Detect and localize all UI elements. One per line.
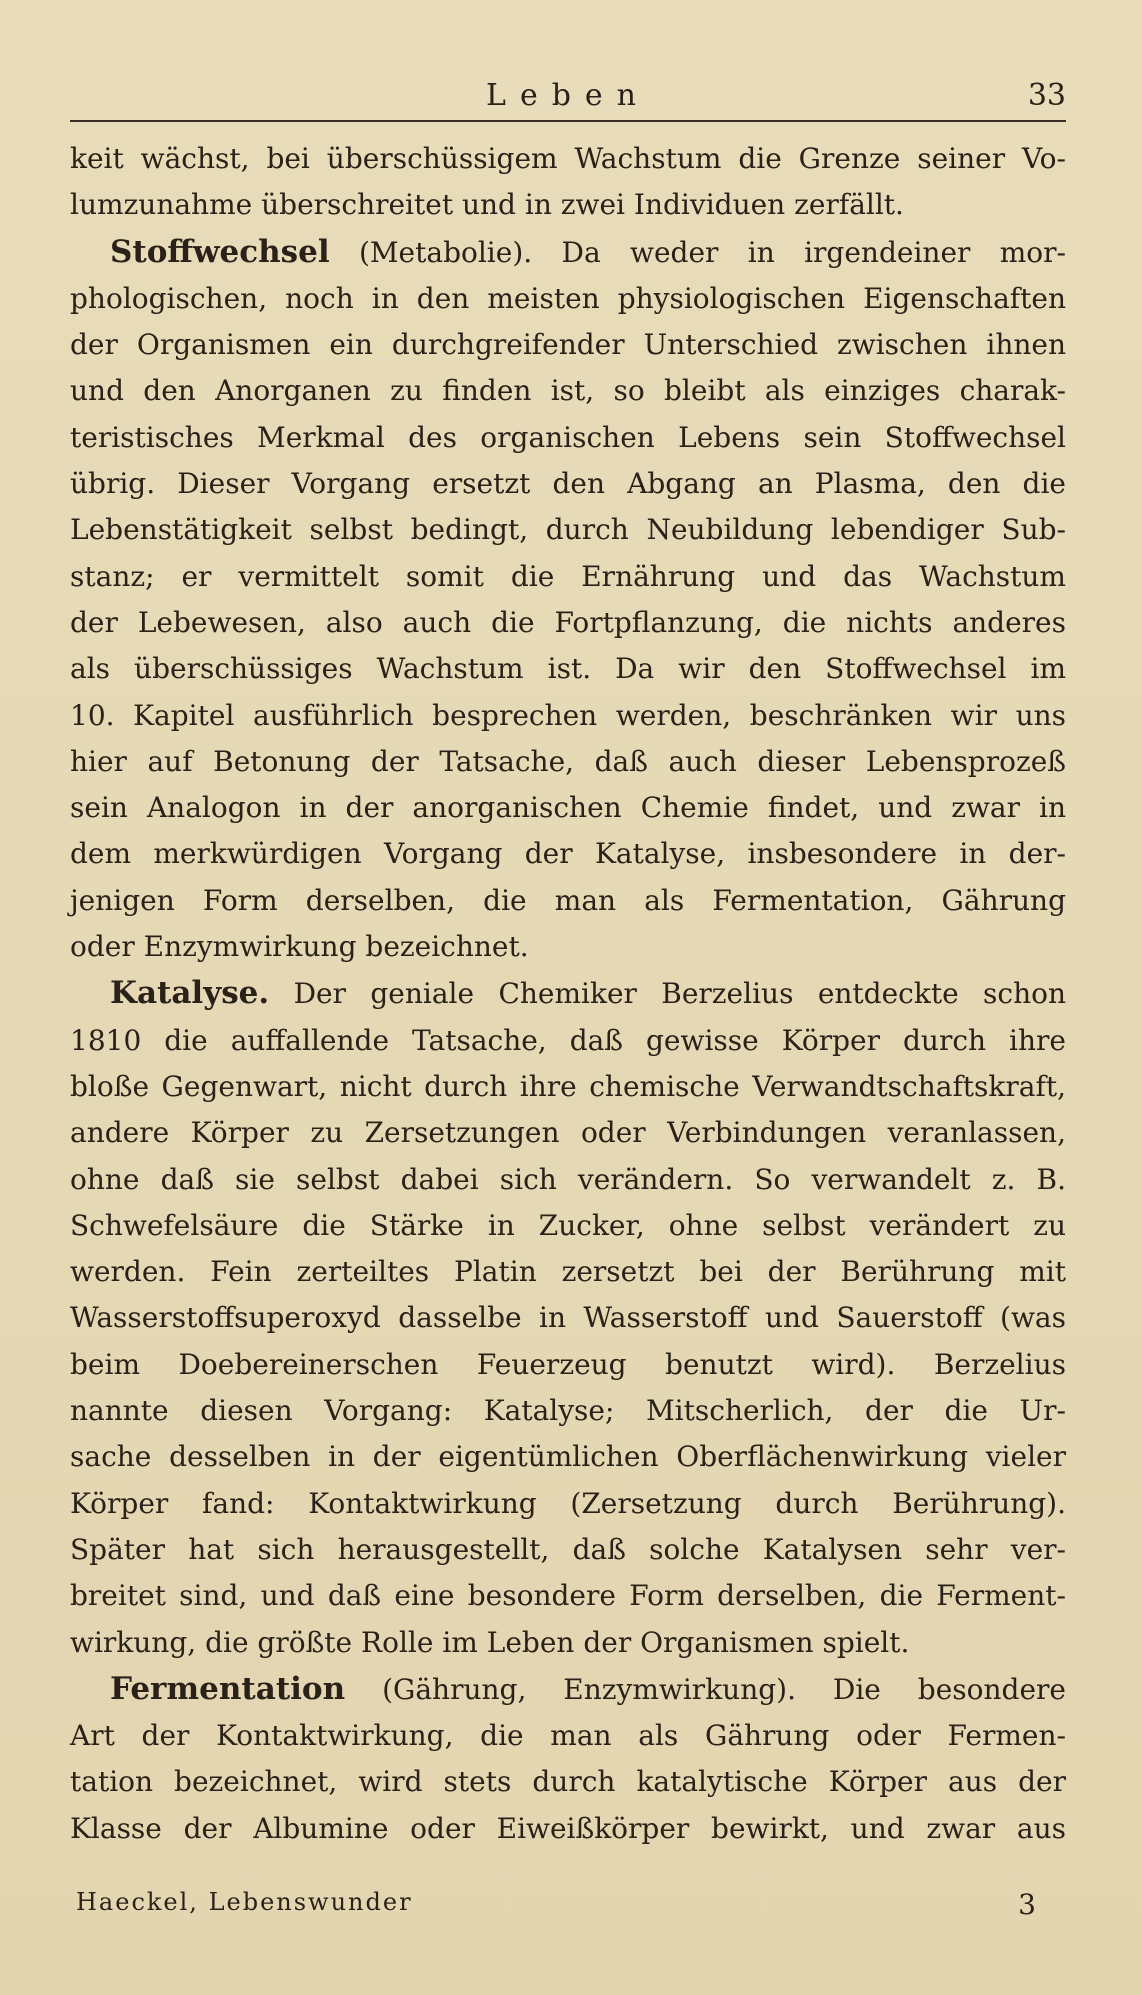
text-line: oder Enzymwirkung bezeichnet. bbox=[70, 930, 529, 964]
text-line: tation bezeichnet, wird stets durch katalytische Körper aus der bbox=[70, 1765, 1066, 1799]
text-line: beim Doebereinerschen Feuerzeug benutzt wird). Berzelius bbox=[70, 1347, 1066, 1381]
text-line: keit wächst, bei überschüssigem Wachstum die Grenze seiner Vo- bbox=[70, 142, 1066, 175]
text-line: Klasse der Albumine oder Eiweißkörper bewirkt, und zwar aus bbox=[70, 1811, 1066, 1845]
text-line: der Lebewesen, also auch die Fortpflanzung, die nichts anderes bbox=[70, 605, 1066, 639]
running-title: Leben bbox=[486, 78, 650, 113]
text-line: bloße Gegenwart, nicht durch ihre chemische Verwandtschaftskraft, bbox=[70, 1069, 1066, 1103]
text-line: Körper fand: Kontaktwirkung (Zersetzung durch Berührung). bbox=[70, 1486, 1066, 1520]
printer-signature: Haeckel, Lebenswunder bbox=[76, 1888, 413, 1916]
text-line bbox=[70, 1666, 1066, 1713]
text-line bbox=[70, 229, 1066, 276]
term-stoffwechsel: Stoffwechsel bbox=[110, 233, 330, 270]
text-line: als überschüssiges Wachstum ist. Da wir den Stoffwechsel im bbox=[70, 652, 1066, 686]
paragraph-fermentation bbox=[70, 1666, 1066, 1852]
text-line: ohne daß sie selbst dabei sich verändern. So verwandelt z. B. bbox=[70, 1162, 1066, 1196]
text-line: jenigen Form derselben, die man als Fermentation, Gährung bbox=[70, 883, 1066, 917]
text-line: Wasserstoffsuperoxyd dasselbe in Wasserstoff und Sauerstoff (was bbox=[70, 1301, 1066, 1335]
text-line: wirkung, die größte Rolle im Leben der Organismen spielt. bbox=[70, 1625, 910, 1659]
text-line: andere Körper zu Zersetzungen oder Verbindungen veranlassen, bbox=[70, 1116, 1066, 1150]
body-text bbox=[70, 136, 1066, 1852]
text-line: teristisches Merkmal des organischen Lebens sein Stoffwechsel bbox=[70, 420, 1066, 454]
paragraph-stoffwechsel bbox=[70, 229, 1066, 971]
text-line: lumzunahme überschreitet und in zwei Individuen zerfällt. bbox=[70, 188, 904, 222]
text-line: phologischen, noch in den meisten physiologischen Eigenschaften bbox=[70, 281, 1066, 315]
page-footer bbox=[70, 1888, 1066, 1928]
page-number: 33 bbox=[1027, 78, 1066, 113]
paragraph-katalyse bbox=[70, 970, 1066, 1665]
term-katalyse: Katalyse. bbox=[110, 975, 270, 1012]
text-line: 10. Kapitel ausführlich besprechen werden, beschränken wir uns bbox=[70, 698, 1066, 732]
text-line: der Organismen ein durchgreifender Unterschied zwischen ihnen bbox=[70, 328, 1066, 362]
text-fragment: (Metabolie). Da weder in irgendeiner mor- bbox=[329, 235, 1066, 269]
text-line: stanz; er vermittelt somit die Ernährung und das Wachstum bbox=[70, 559, 1066, 593]
text-fragment: (Gährung, Enzymwirkung). Die besondere bbox=[345, 1672, 1066, 1706]
text-line: dem merkwürdigen Vorgang der Katalyse, insbesondere in der- bbox=[70, 837, 1066, 871]
text-line bbox=[70, 970, 1066, 1017]
text-line: übrig. Dieser Vorgang ersetzt den Abgang an Plasma, den die bbox=[70, 467, 1066, 501]
page-header bbox=[70, 74, 1066, 122]
paragraph-continuation bbox=[70, 136, 1066, 229]
text-line: sein Analogon in der anorganischen Chemie findet, und zwar in bbox=[70, 791, 1066, 825]
text-line: hier auf Betonung der Tatsache, daß auch dieser Lebensprozeß bbox=[70, 744, 1066, 778]
text-line: nannte diesen Vorgang: Katalyse; Mitscherlich, der die Ur- bbox=[70, 1394, 1066, 1428]
text-fragment: Der geniale Chemiker Berzelius entdeckte schon bbox=[269, 977, 1066, 1011]
text-line: 1810 die auffallende Tatsache, daß gewisse Körper durch ihre bbox=[70, 1023, 1066, 1057]
text-line: Art der Kontaktwirkung, die man als Gährung oder Fermen- bbox=[70, 1719, 1066, 1753]
signature-number: 3 bbox=[1018, 1888, 1036, 1921]
text-line: Schwefelsäure die Stärke in Zucker, ohne selbst verändert zu bbox=[70, 1208, 1066, 1242]
text-line: und den Anorganen zu finden ist, so bleibt als einziges charak- bbox=[70, 374, 1066, 408]
term-fermentation: Fermentation bbox=[110, 1670, 346, 1707]
text-line: werden. Fein zerteiltes Platin zersetzt bei der Berührung mit bbox=[70, 1255, 1066, 1289]
text-line: breitet sind, und daß eine besondere Form derselben, die Ferment- bbox=[70, 1579, 1066, 1613]
text-line: Lebenstätigkeit selbst bedingt, durch Neubildung lebendiger Sub- bbox=[70, 513, 1066, 547]
text-line: Später hat sich herausgestellt, daß solche Katalysen sehr ver- bbox=[70, 1532, 1066, 1566]
text-line: sache desselben in der eigentümlichen Oberflächenwirkung vieler bbox=[70, 1440, 1066, 1474]
